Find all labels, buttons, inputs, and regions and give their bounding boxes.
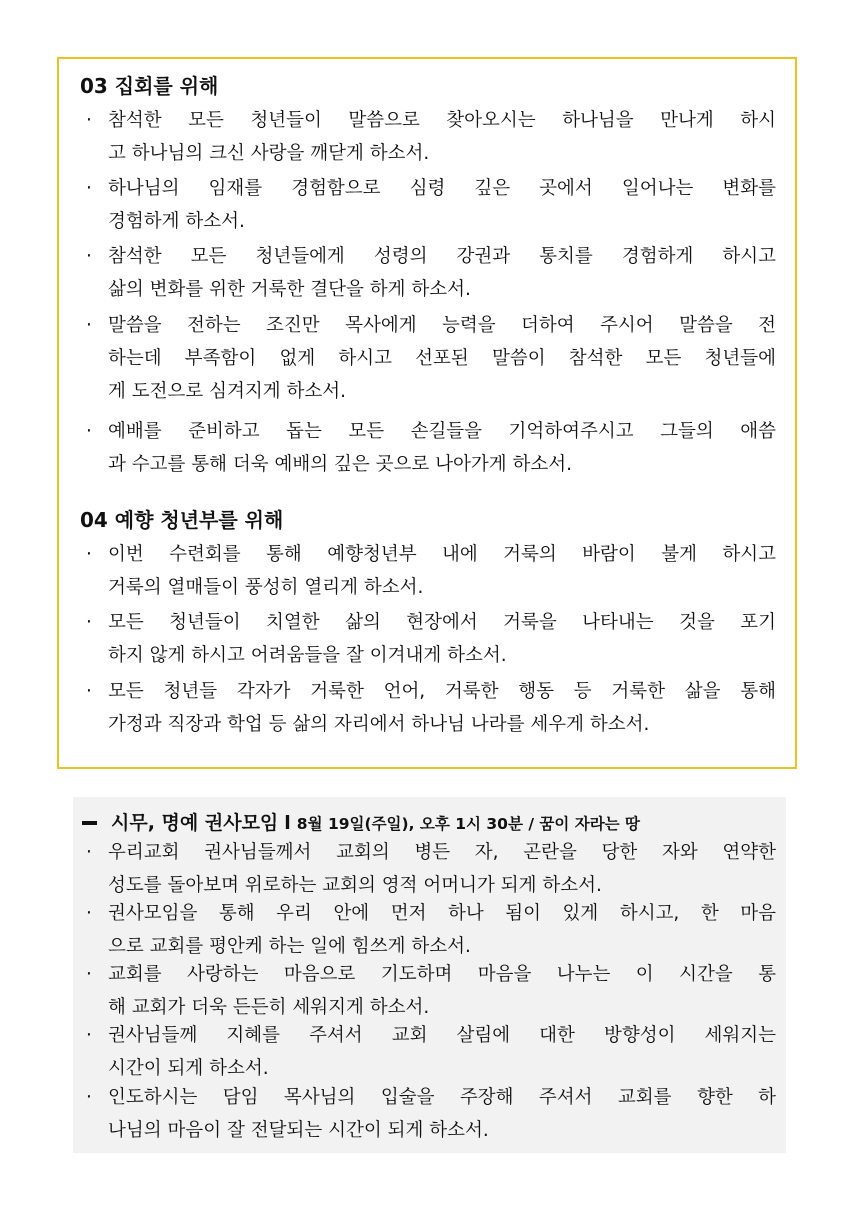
bullet: · <box>86 178 92 199</box>
item-line: 시간이 되게 하소서. <box>108 1058 269 1079</box>
item-line: 나님의 마음이 잘 전달되는 시간이 되게 하소서. <box>108 1120 489 1141</box>
list-item <box>86 1081 776 1147</box>
bullet: · <box>86 421 92 442</box>
item-line: 하나님의 임재를 경험함으로 심령 깊은 곳에서 일어나는 변화를 <box>108 178 776 199</box>
bullet: · <box>86 110 92 131</box>
item-line: 가정과 직장과 학업 등 삶의 자리에서 하나님 나라를 세우게 하소서. <box>108 714 650 735</box>
bullet: · <box>86 842 92 863</box>
item-line: 참석한 모든 청년들이 말씀으로 찾아오시는 하나님을 만나게 하시 <box>108 110 776 131</box>
bullet: · <box>86 315 92 336</box>
meeting-title: 시무, 명예 권사모임 <box>111 812 279 834</box>
list-item <box>86 538 776 604</box>
item-line: 거룩의 열매들이 풍성히 열리게 하소서. <box>108 577 424 598</box>
item-line: 경험하게 하소서. <box>108 211 245 232</box>
item-line: 성도를 돌아보며 위로하는 교회의 영적 어머니가 되게 하소서. <box>108 875 602 896</box>
item-line: 권사님들께 지혜를 주셔서 교회 살림에 대한 방향성이 세워지는 <box>108 1025 776 1046</box>
bullet: · <box>86 612 92 633</box>
section-03-heading: 03 집회를 위해 <box>80 74 219 98</box>
list-item <box>86 958 776 1024</box>
meeting-heading <box>82 808 640 835</box>
item-line: 말씀을 전하는 조진만 목사에게 능력을 더하여 주시어 말씀을 전 <box>108 315 776 336</box>
list-item <box>86 415 776 481</box>
meeting-details: 8월 19일(주일), 오후 1시 30분 / 꿈이 자라는 땅 <box>296 815 641 833</box>
item-line: 모든 청년들이 치열한 삶의 현장에서 거룩을 나타내는 것을 포기 <box>108 612 776 633</box>
item-line: 삶의 변화를 위한 거룩한 결단을 하게 하소서. <box>108 279 471 300</box>
item-line: 권사모임을 통해 우리 안에 먼저 하나 됨이 있게 하시고, 한 마음 <box>108 903 776 924</box>
item-line: 우리교회 권사님들께서 교회의 병든 자, 곤란을 당한 자와 연약한 <box>108 842 776 863</box>
bullet: · <box>86 1087 92 1108</box>
bullet: · <box>86 544 92 565</box>
item-line: 하지 않게 하시고 어려움들을 잘 이겨내게 하소서. <box>108 645 507 666</box>
list-item <box>86 897 776 963</box>
item-line: 고 하나님의 크신 사랑을 깨닫게 하소서. <box>108 143 430 164</box>
bullet: · <box>86 903 92 924</box>
bullet: · <box>86 964 92 985</box>
item-line: 으로 교회를 평안케 하는 일에 힘쓰게 하소서. <box>108 936 471 957</box>
item-line: 게 도전으로 심겨지게 하소서. <box>108 381 346 402</box>
item-line: 하는데 부족함이 없게 하시고 선포된 말씀이 참석한 모든 청년들에 <box>108 348 776 369</box>
list-item <box>86 836 776 902</box>
section-04-heading: 04 예향 청년부를 위해 <box>80 508 284 532</box>
list-item <box>86 240 776 306</box>
item-line: 예배를 준비하고 돕는 모든 손길들을 기억하여주시고 그들의 애씀 <box>108 421 776 442</box>
item-line: 참석한 모든 청년들에게 성령의 강권과 통치를 경험하게 하시고 <box>108 246 776 267</box>
list-item <box>86 675 776 741</box>
item-line: 모든 청년들 각자가 거룩한 언어, 거룩한 행동 등 거룩한 삶을 통해 <box>108 681 776 702</box>
list-item <box>86 104 776 170</box>
bullet: · <box>86 681 92 702</box>
item-line: 과 수고를 통해 더욱 예배의 깊은 곳으로 나아가게 하소서. <box>108 454 572 475</box>
separator: l <box>284 812 291 834</box>
list-item <box>86 172 776 238</box>
list-item <box>86 606 776 672</box>
list-item <box>86 309 776 408</box>
item-line: 인도하시는 담임 목사님의 입술을 주장해 주셔서 교회를 향한 하 <box>108 1087 776 1108</box>
item-line: 해 교회가 더욱 든든히 세워지게 하소서. <box>108 997 430 1018</box>
dash-icon <box>82 821 97 825</box>
bullet: · <box>86 1025 92 1046</box>
bullet: · <box>86 246 92 267</box>
item-line: 이번 수련회를 통해 예향청년부 내에 거룩의 바람이 불게 하시고 <box>108 544 776 565</box>
list-item <box>86 1019 776 1085</box>
item-line: 교회를 사랑하는 마음으로 기도하며 마음을 나누는 이 시간을 통 <box>108 964 776 985</box>
